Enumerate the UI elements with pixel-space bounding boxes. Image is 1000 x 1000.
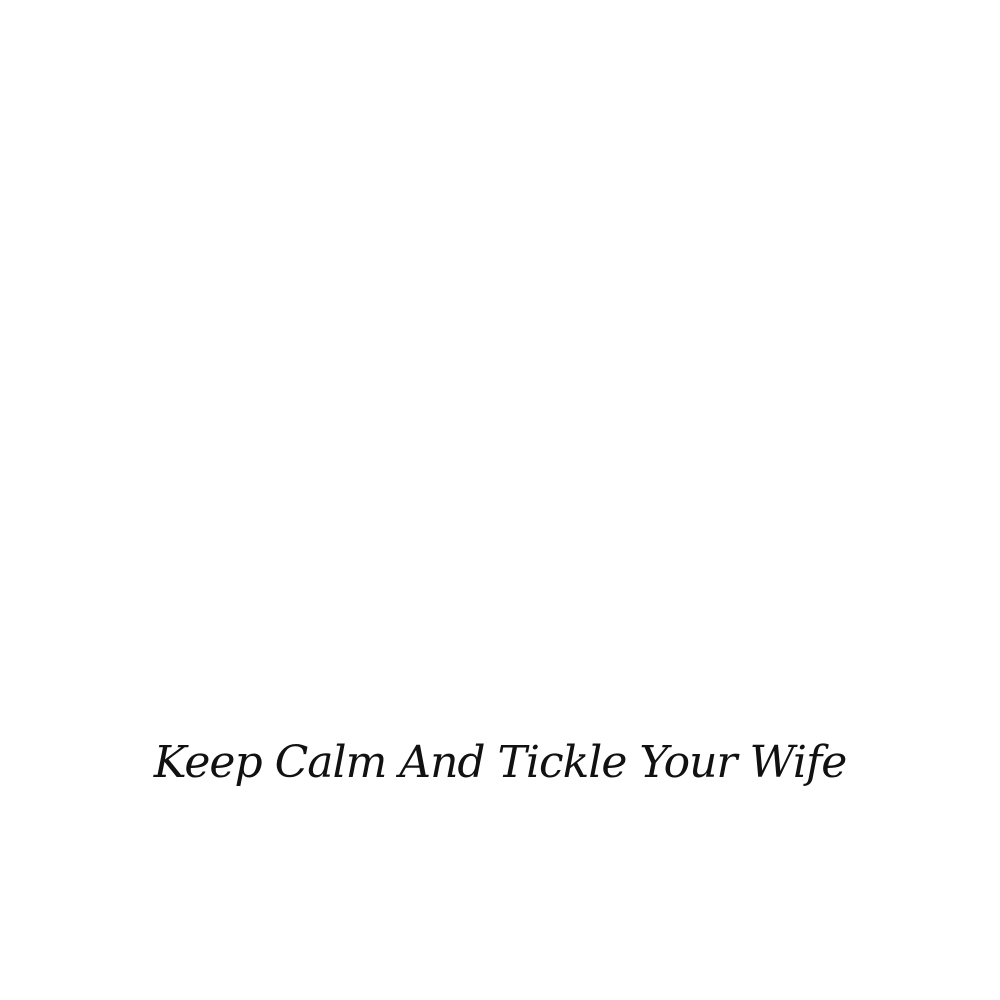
caption-text: Keep Calm And Tickle Your Wife	[153, 737, 847, 788]
